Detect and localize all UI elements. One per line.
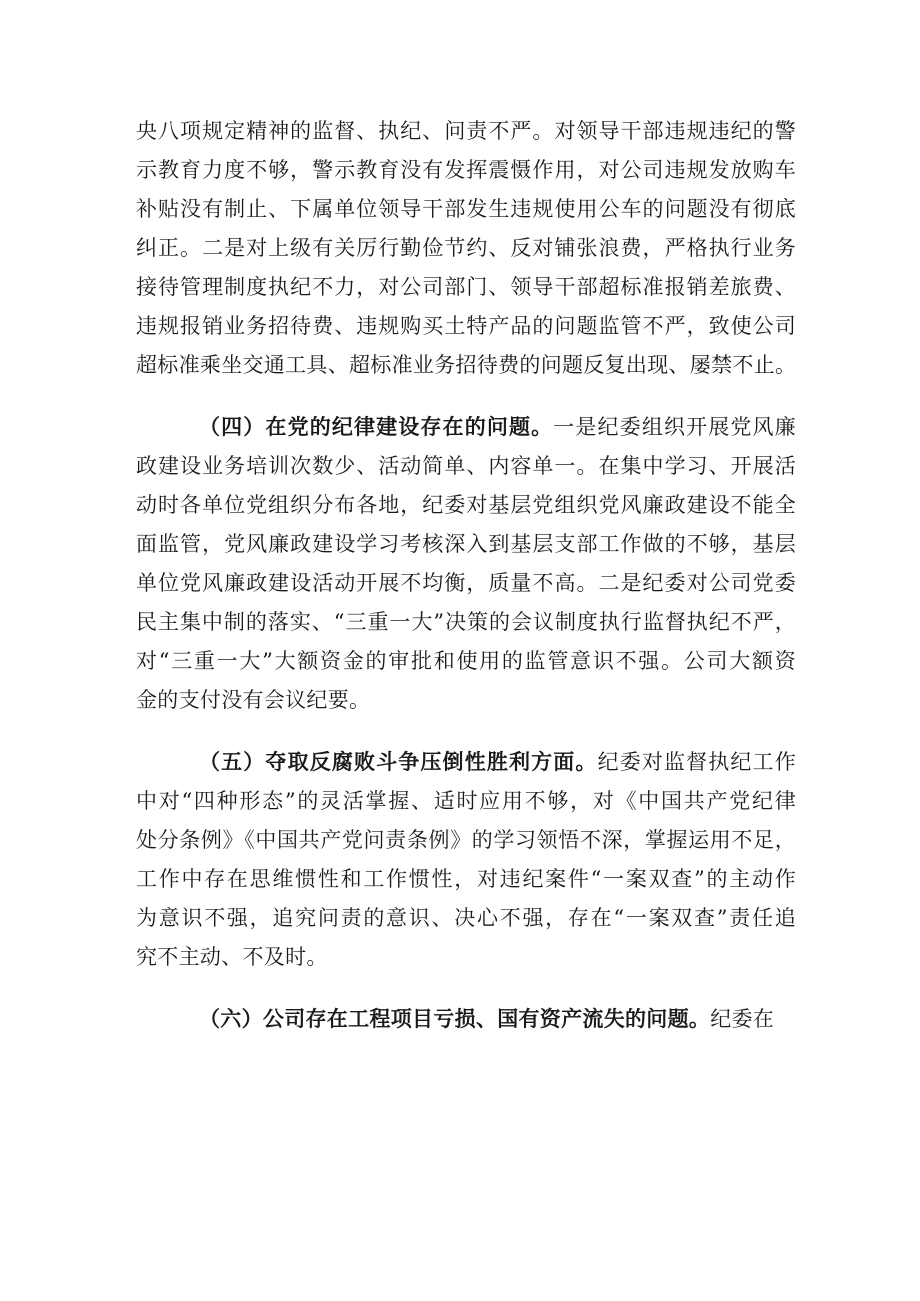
text-line xyxy=(136,346,796,385)
line-text: 一是纪委组织开展党风廉 xyxy=(553,415,796,439)
document-body xyxy=(136,112,796,1061)
text-line xyxy=(136,447,796,486)
text-line xyxy=(136,742,796,782)
paragraph-section-5 xyxy=(136,742,796,977)
text-line xyxy=(136,899,796,938)
text-line xyxy=(136,999,796,1039)
paragraph-continuation xyxy=(136,112,796,385)
line-text: 政建设业务培训次数少、活动简单、内容单一。在集中学习、开展活 xyxy=(136,454,796,478)
line-text: 民主集中制的落实、“三重一大”决策的会议制度执行监督执纪不严， xyxy=(136,610,796,634)
line-text: 金的支付没有会议纪要。 xyxy=(136,688,371,712)
line-text: 为意识不强，追究问责的意识、决心不强，存在“一案双查”责任追 xyxy=(136,906,796,930)
line-text: 纪委对监督执纪工作 xyxy=(597,750,796,774)
text-line xyxy=(136,268,796,307)
paragraph-section-4 xyxy=(136,407,796,720)
line-text: 示教育力度不够，警示教育没有发挥震慑作用，对公司违规发放购车 xyxy=(136,158,796,182)
section-heading: （五）夺取反腐败斗争压倒性胜利方面。 xyxy=(199,749,598,774)
text-line xyxy=(136,151,796,190)
text-line xyxy=(136,229,796,268)
line-text: 究不主动、不及时。 xyxy=(136,945,328,969)
text-line xyxy=(136,564,796,603)
text-line xyxy=(136,112,796,151)
text-line xyxy=(136,821,796,860)
line-text: 对“三重一大”大额资金的审批和使用的监管意识不强。公司大额资 xyxy=(136,649,796,673)
line-text: 纪委在 xyxy=(710,1007,775,1031)
text-line xyxy=(136,681,796,720)
line-text: 动时各单位党组织分布各地，纪委对基层党组织党风廉政建设不能全 xyxy=(136,493,796,517)
line-text: 处分条例》《中国共产党问责条例》的学习领悟不深，掌握运用不足， xyxy=(136,828,796,852)
text-line xyxy=(136,860,796,899)
line-text: 补贴没有制止、下属单位领导干部发生违规使用公车的问题没有彻底 xyxy=(136,197,796,221)
line-text: 央八项规定精神的监督、执纪、问责不严。对领导干部违规违纪的警 xyxy=(136,119,796,143)
section-heading: （六）公司存在工程项目亏损、国有资产流失的问题。 xyxy=(199,1006,711,1031)
text-line xyxy=(136,407,796,447)
text-line xyxy=(136,486,796,525)
text-line xyxy=(136,525,796,564)
line-text: 单位党风廉政建设活动开展不均衡，质量不高。二是纪委对公司党委 xyxy=(136,571,796,595)
text-line xyxy=(136,603,796,642)
text-line xyxy=(136,642,796,681)
line-text: 接待管理制度执纪不力，对公司部门、领导干部超标准报销差旅费、 xyxy=(136,275,796,299)
text-line xyxy=(136,307,796,346)
line-text: 中对“四种形态”的灵活掌握、适时应用不够，对《中国共产党纪律 xyxy=(136,789,796,813)
line-text: 超标准乘坐交通工具、超标准业务招待费的问题反复出现、屡禁不止。 xyxy=(136,353,797,377)
line-text: 工作中存在思维惯性和工作惯性，对违纪案件“一案双查”的主动作 xyxy=(136,867,796,891)
section-heading: （四）在党的纪律建设存在的问题。 xyxy=(199,414,554,439)
text-line xyxy=(136,938,796,977)
line-text: 纠正。二是对上级有关厉行勤俭节约、反对铺张浪费，严格执行业务 xyxy=(136,236,796,260)
text-line xyxy=(136,190,796,229)
line-text: 面监管，党风廉政建设学习考核深入到基层支部工作做的不够，基层 xyxy=(136,532,796,556)
paragraph-section-6 xyxy=(136,999,796,1039)
text-line xyxy=(136,782,796,821)
line-text: 违规报销业务招待费、违规购买土特产品的问题监管不严，致使公司 xyxy=(136,314,796,338)
